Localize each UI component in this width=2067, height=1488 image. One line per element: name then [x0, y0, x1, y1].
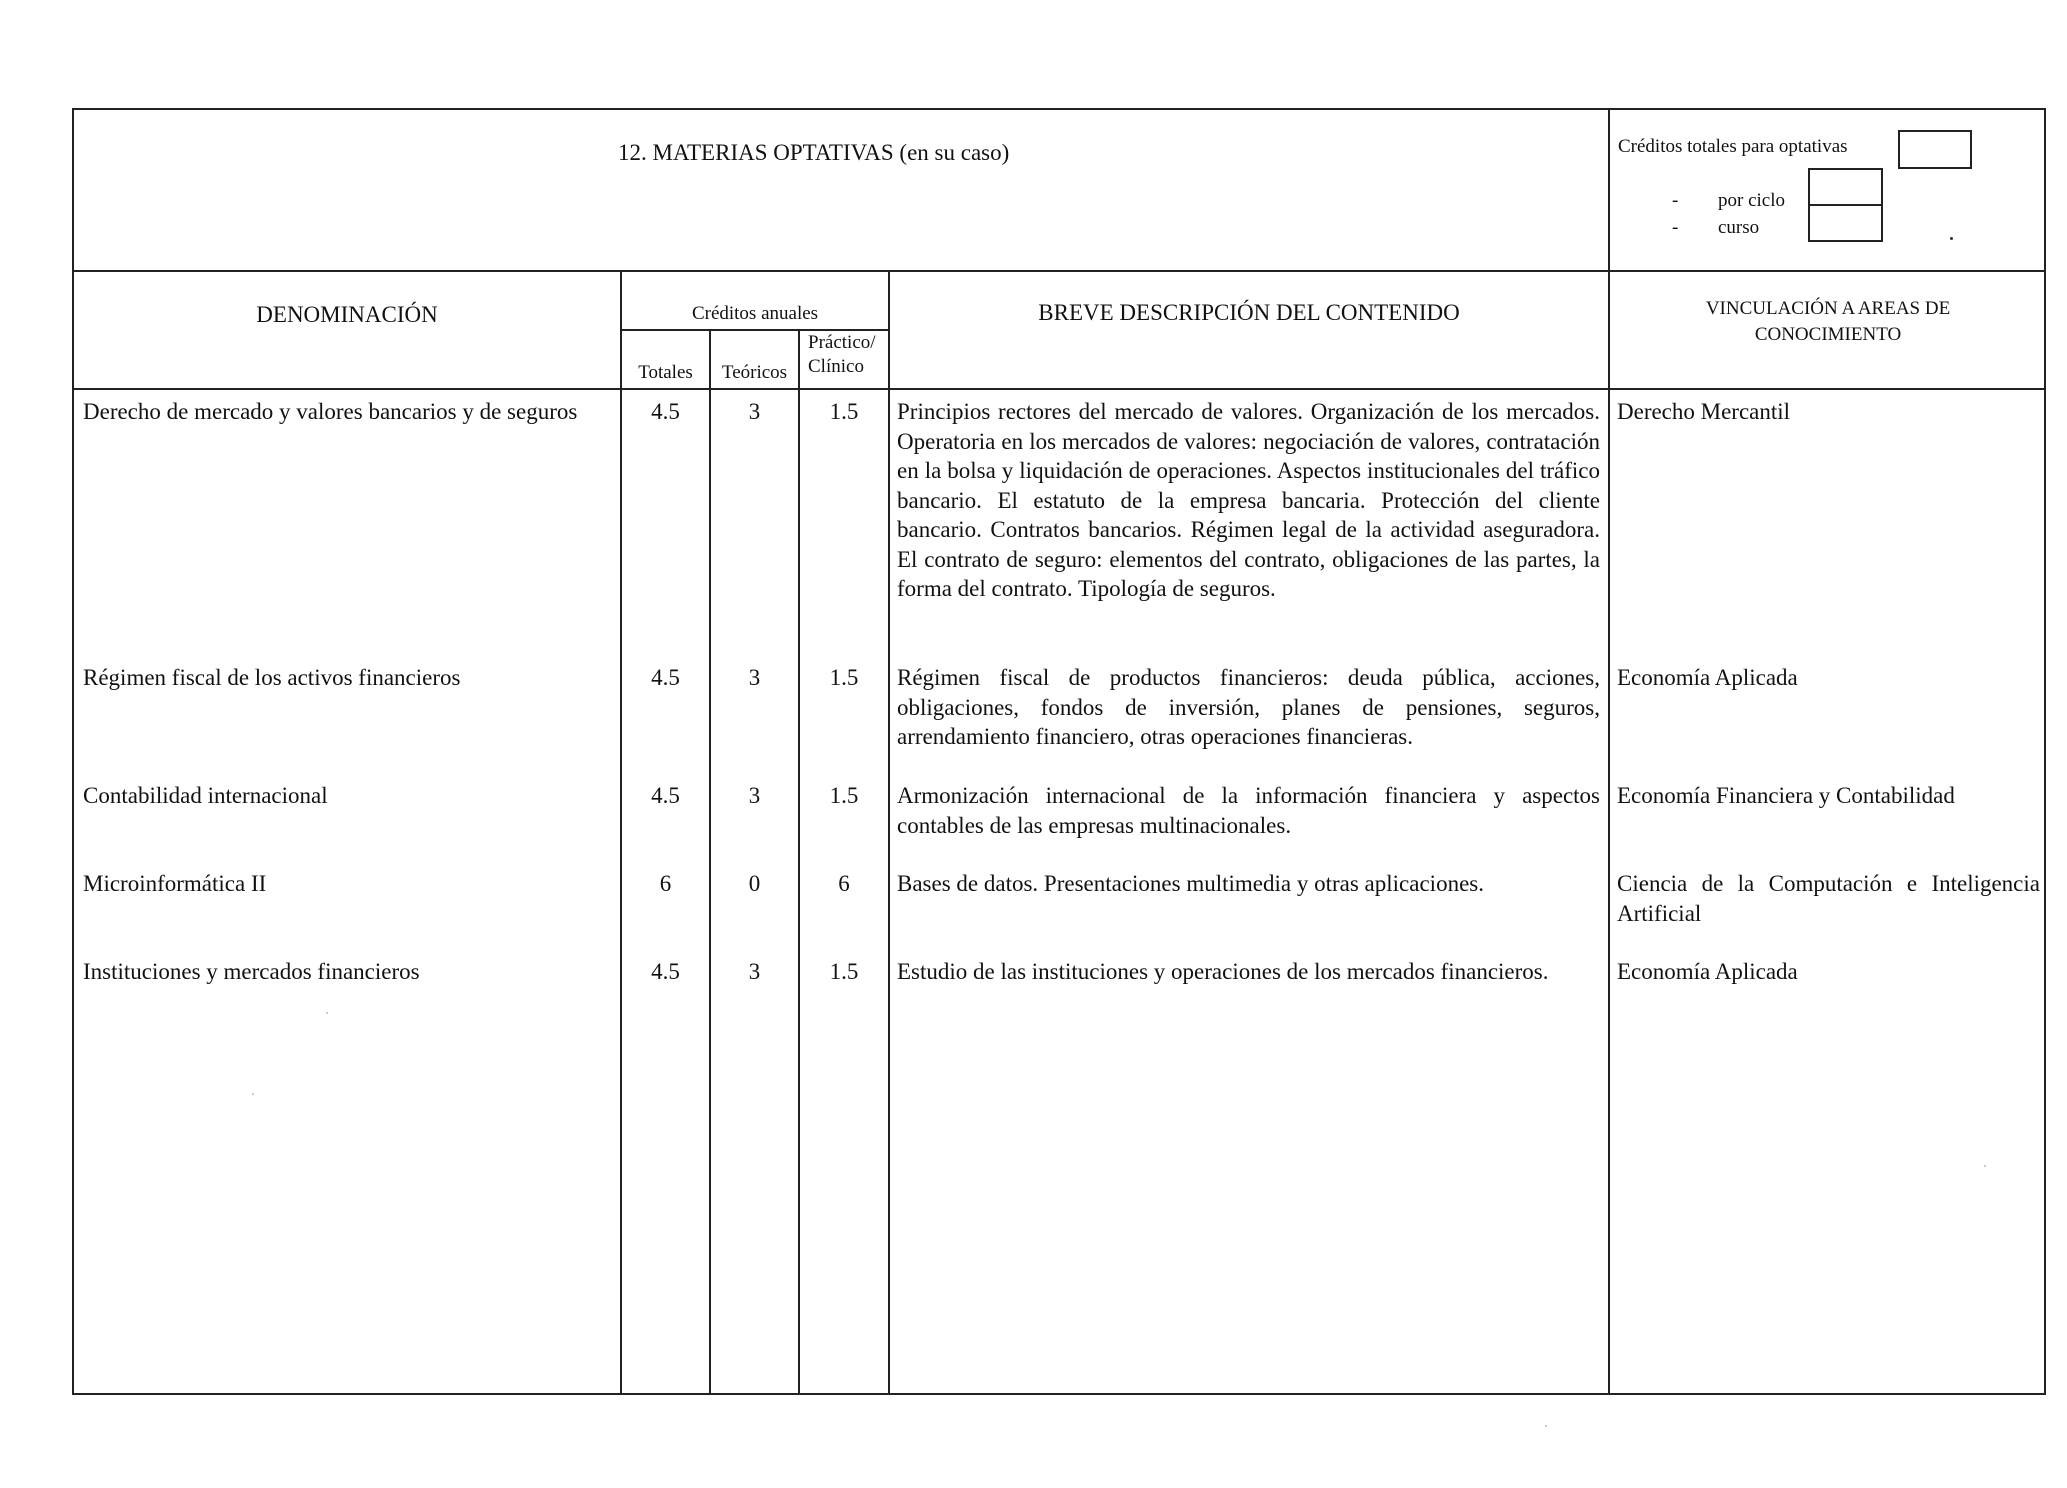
row-4-name: Microinformática II	[83, 871, 267, 896]
row-3-area: Economía Financiera y Contabilidad	[1617, 783, 1955, 808]
row-4-description: Bases de datos. Presentaciones multimedia y otras aplicaciones.	[897, 871, 1484, 896]
row-2-description: Régimen fiscal de productos financieros: deuda pública, acciones, obligaciones, fondos de inversión, planes de pensiones, seguros, arrendamiento financiero, otras operaciones financieras.	[897, 665, 1600, 749]
row-4-practicos: 6	[838, 871, 850, 896]
row-4-area: Ciencia de la Computación e Inteligencia Artificial	[1617, 871, 2040, 926]
scan-speck	[252, 1093, 254, 1095]
row-1-area: Derecho Mercantil	[1617, 399, 1791, 424]
row-2-totales: 4.5	[651, 665, 680, 690]
row-1-practicos: 1.5	[829, 399, 859, 424]
per-cycle-box	[1808, 168, 1883, 206]
row-1-name: Derecho de mercado y valores bancarios y de seguros	[83, 399, 578, 424]
scan-speck	[1545, 1425, 1547, 1427]
row-1-teoricos: 3	[748, 399, 761, 424]
stray-dot	[1950, 237, 1953, 240]
row-2-area: Economía Aplicada	[1617, 665, 1798, 690]
row-1-description: Principios rectores del mercado de valores. Organización de los mercados. Operatoria en los mercados de valores: negociación de valores, contratación en la bolsa y liquidación de operaciones. Aspectos institucionales del tráfico bancario. El estatuto de la empresa bancaria. Protección del cliente bancario. Contratos bancarios. Régimen legal de la actividad aseguradora. El contrato de seguro: elementos del contrato, obligaciones de las partes, la forma del contrato. Tipología de seguros.	[897, 399, 1600, 601]
dash-cycle: -	[1672, 190, 1679, 211]
col-header-areas-1: VINCULACIÓN A AREAS DE	[1705, 298, 1951, 319]
credits-total-box	[1898, 130, 1972, 169]
course-box	[1808, 204, 1883, 242]
col-header-totales: Totales	[638, 362, 693, 383]
row-3-teoricos: 3	[748, 783, 761, 808]
col-line-areas-top	[1608, 108, 1610, 270]
col-header-areas-2: CONOCIMIENTO	[1754, 324, 1902, 345]
row-5-totales: 4.5	[651, 959, 680, 984]
row-5-practicos: 1.5	[829, 959, 859, 984]
credits-total-label: Créditos totales para optativas	[1618, 136, 1848, 157]
row-2-teoricos: 3	[748, 665, 761, 690]
header-separator	[72, 270, 2046, 272]
page-title: 12. MATERIAS OPTATIVAS (en su caso)	[618, 140, 1010, 165]
column-header-separator	[72, 388, 2046, 390]
col-header-description: BREVE DESCRIPCIÓN DEL CONTENIDO	[1038, 300, 1460, 325]
row-5-name: Instituciones y mercados financieros	[83, 959, 420, 984]
row-2-practicos: 1.5	[829, 665, 859, 690]
col-header-clinico: Clínico	[808, 356, 864, 377]
row-5-area: Economía Aplicada	[1617, 959, 1798, 984]
dash-course: -	[1672, 217, 1679, 238]
col-line-denomination	[620, 270, 622, 1395]
per-cycle-label: por ciclo	[1718, 190, 1786, 211]
scan-speck	[326, 1012, 328, 1014]
col-line-practicos	[888, 270, 890, 1395]
col-header-practico: Práctico/	[808, 332, 876, 353]
row-4-totales: 6	[659, 871, 672, 896]
row-1-totales: 4.5	[651, 399, 680, 424]
row-3-totales: 4.5	[651, 783, 680, 808]
row-5-teoricos: 3	[748, 959, 761, 984]
scan-speck	[1984, 1165, 1986, 1167]
credits-subheader-line	[620, 329, 888, 331]
row-3-practicos: 1.5	[829, 783, 859, 808]
col-line-teoricos	[798, 329, 800, 1395]
course-label: curso	[1718, 217, 1760, 238]
row-3-description: Armonización internacional de la información financiera y aspectos contables de las empresas multinacionales.	[897, 783, 1600, 838]
row-2-name: Régimen fiscal de los activos financieros	[83, 665, 461, 690]
col-header-credits-group: Créditos anuales	[691, 303, 819, 324]
row-3-name: Contabilidad internacional	[83, 783, 328, 808]
row-4-teoricos: 0	[748, 871, 761, 896]
col-header-teoricos: Teóricos	[721, 362, 788, 383]
col-header-denomination: DENOMINACIÓN	[256, 302, 438, 327]
col-line-description	[1608, 270, 1610, 1395]
col-line-totales	[709, 329, 711, 1395]
row-5-description: Estudio de las instituciones y operaciones de los mercados financieros.	[897, 959, 1549, 984]
